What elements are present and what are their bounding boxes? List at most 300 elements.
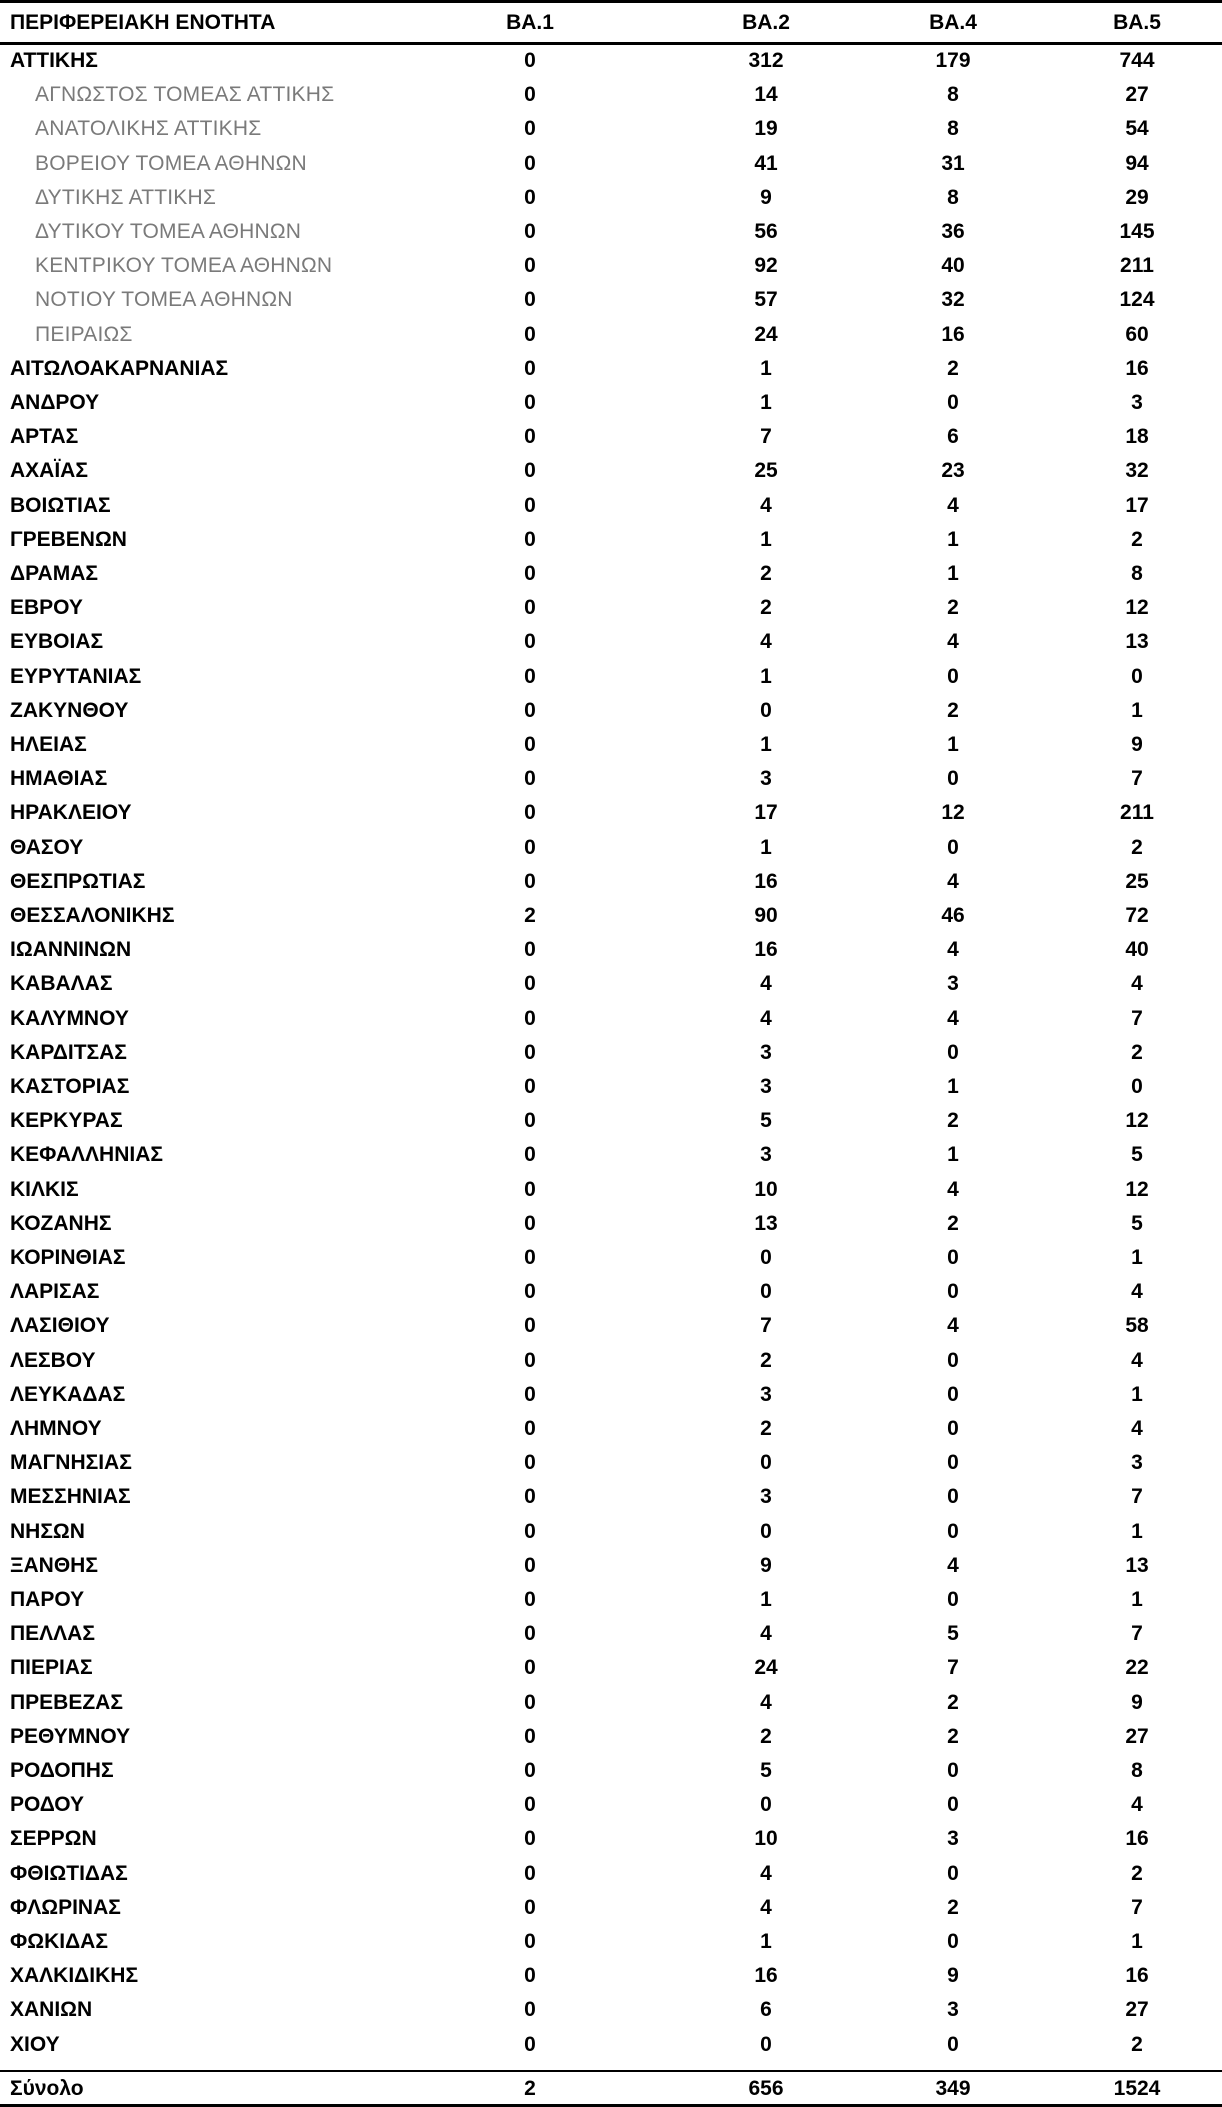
region-name: ΔΡΑΜΑΣ [10, 562, 98, 585]
value-col-4: 4 [1131, 1280, 1143, 1304]
header-col-3: ΒΑ.4 [929, 11, 977, 34]
value-col-1: 0 [524, 391, 536, 414]
value-col-3: 2 [947, 356, 959, 380]
region-name: ΚΟΖΑΝΗΣ [10, 1211, 112, 1235]
header-col-4: ΒΑ.5 [1113, 11, 1161, 34]
value-col-1: 0 [524, 1724, 536, 1748]
value-col-1: 0 [524, 1519, 536, 1543]
value-col-2: 7 [760, 1314, 772, 1338]
value-col-1: 0 [524, 1485, 536, 1509]
value-col-4: 4 [1131, 1417, 1143, 1440]
region-name: ΑΝΔΡΟΥ [10, 391, 100, 414]
region-name: ΕΒΡΟΥ [10, 596, 83, 620]
value-col-2: 4 [760, 1861, 772, 1885]
header-region: ΠΕΡΙΦΕΡΕΙΑΚΗ ΕΝΟΤΗΤΑ [10, 11, 276, 34]
value-col-2: 1 [760, 835, 772, 859]
value-col-1: 0 [524, 1075, 536, 1098]
table-row [0, 1378, 1222, 1412]
value-col-4: 8 [1131, 562, 1143, 585]
value-col-2: 1 [760, 391, 772, 414]
value-col-3: 1 [947, 1075, 959, 1098]
value-col-4: 211 [1120, 254, 1154, 278]
table-row [0, 420, 1222, 454]
value-col-4: 5 [1131, 1143, 1143, 1167]
region-name: ΝΟΤΙΟΥ ΤΟΜΕΑ ΑΘΗΝΩΝ [35, 288, 293, 312]
value-col-2: 2 [760, 596, 772, 620]
value-col-1: 0 [524, 288, 536, 312]
value-col-4: 2 [1131, 835, 1143, 859]
table-row [0, 1002, 1222, 1036]
value-col-3: 6 [947, 425, 959, 449]
value-col-3: 8 [947, 117, 959, 141]
value-col-2: 1 [760, 527, 772, 551]
value-col-1: 0 [524, 1280, 536, 1304]
value-col-3: 12 [941, 801, 965, 825]
value-col-2: 1 [760, 356, 772, 380]
value-col-2: 2 [760, 562, 772, 585]
value-col-4: 0 [1131, 664, 1143, 688]
value-col-2: 1 [760, 733, 772, 756]
value-col-2: 17 [754, 801, 778, 825]
value-col-3: 0 [947, 1246, 959, 1269]
value-col-4: 18 [1125, 425, 1149, 449]
value-col-2: 3 [760, 1143, 772, 1167]
value-col-3: 8 [947, 83, 959, 107]
table-row [0, 2028, 1222, 2062]
table-row [0, 967, 1222, 1001]
value-col-1: 0 [524, 1793, 536, 1817]
region-name: ΚΙΛΚΙΣ [10, 1177, 79, 1201]
value-col-4: 4 [1131, 1348, 1143, 1372]
value-col-3: 2 [947, 596, 959, 620]
region-name: ΚΕΦΑΛΛΗΝΙΑΣ [10, 1143, 163, 1167]
value-col-1: 0 [524, 1006, 536, 1030]
region-name: ΑΝΑΤΟΛΙΚΗΣ ΑΤΤΙΚΗΣ [35, 117, 262, 141]
value-col-1: 0 [524, 151, 536, 175]
value-col-4: 145 [1119, 220, 1155, 243]
table-row [0, 78, 1222, 112]
value-col-4: 1 [1131, 1588, 1143, 1611]
value-col-2: 25 [754, 459, 778, 483]
region-name: ΦΛΩΡΙΝΑΣ [10, 1895, 121, 1919]
value-col-3: 4 [947, 630, 959, 654]
region-name: ΖΑΚΥΝΘΟΥ [10, 698, 129, 722]
table-row [0, 557, 1222, 591]
value-col-1: 0 [524, 596, 536, 620]
value-col-4: 22 [1125, 1656, 1149, 1680]
value-col-1: 0 [524, 117, 536, 141]
value-col-3: 16 [941, 322, 965, 346]
value-col-3: 7 [947, 1656, 959, 1680]
value-col-1: 0 [524, 527, 536, 551]
value-col-4: 72 [1125, 904, 1149, 927]
region-name: ΘΑΣΟΥ [10, 835, 84, 859]
region-name: ΛΑΣΙΘΙΟΥ [10, 1314, 110, 1338]
value-col-2: 10 [754, 1827, 778, 1851]
region-name: ΚΑΒΑΛΑΣ [10, 972, 113, 996]
value-col-1: 0 [524, 185, 536, 209]
value-col-1: 0 [524, 1690, 536, 1714]
value-col-1: 0 [524, 1588, 536, 1611]
value-col-1: 0 [524, 1246, 536, 1269]
value-col-4: 16 [1125, 1964, 1149, 1988]
table-row [0, 1138, 1222, 1172]
table-row [0, 1412, 1222, 1446]
region-name: ΛΕΣΒΟΥ [10, 1348, 96, 1372]
region-name: ΝΗΣΩΝ [10, 1519, 85, 1543]
value-col-3: 9 [947, 1964, 959, 1988]
value-col-3: 4 [947, 938, 959, 962]
table-row [0, 1309, 1222, 1343]
value-col-3: 0 [947, 664, 959, 688]
value-col-1: 0 [524, 835, 536, 859]
region-name: ΕΥΒΟΙΑΣ [10, 630, 104, 654]
table-row [0, 694, 1222, 728]
value-col-2: 3 [760, 767, 772, 791]
region-name: ΠΕΙΡΑΙΩΣ [35, 322, 133, 346]
value-col-1: 0 [524, 356, 536, 380]
value-col-2: 3 [760, 1040, 772, 1064]
total-row [0, 2072, 1222, 2106]
table-row [0, 1480, 1222, 1514]
value-col-2: 16 [754, 1964, 778, 1988]
value-col-1: 0 [524, 1417, 536, 1440]
region-name: ΦΘΙΩΤΙΔΑΣ [10, 1861, 128, 1885]
value-col-4: 2 [1131, 527, 1143, 551]
value-col-4: 1 [1131, 698, 1143, 722]
value-col-1: 0 [524, 1998, 536, 2022]
value-col-2: 4 [760, 493, 772, 517]
value-col-3: 0 [947, 1519, 959, 1543]
value-col-3: 2 [947, 1690, 959, 1714]
region-name: ΔΥΤΙΚΟΥ ΤΟΜΕΑ ΑΘΗΝΩΝ [35, 220, 302, 243]
region-name: ΛΗΜΝΟΥ [10, 1417, 102, 1440]
value-col-4: 2 [1131, 2032, 1143, 2056]
value-col-3: 40 [941, 254, 965, 278]
value-col-1: 0 [524, 938, 536, 962]
value-col-3: 2 [947, 1211, 959, 1235]
region-name: ΠΑΡΟΥ [10, 1588, 85, 1611]
value-col-3: 4 [947, 869, 959, 893]
table-row [0, 1651, 1222, 1685]
value-col-3: 46 [941, 904, 965, 927]
value-col-1: 0 [524, 698, 536, 722]
value-col-1: 0 [524, 83, 536, 107]
value-col-4: 4 [1131, 1793, 1143, 1817]
value-col-2: 0 [760, 1451, 772, 1475]
value-col-3: 8 [947, 185, 959, 209]
value-col-3: 0 [947, 1793, 959, 1817]
value-col-1: 0 [524, 972, 536, 996]
value-col-2: 1 [760, 1588, 772, 1611]
value-col-4: 5 [1131, 1211, 1143, 1235]
total-col-3: 349 [935, 2077, 971, 2100]
value-col-1: 0 [524, 1314, 536, 1338]
header-col-2: ΒΑ.2 [742, 11, 790, 34]
value-col-1: 0 [524, 493, 536, 517]
value-col-2: 92 [754, 254, 778, 278]
value-col-2: 1 [760, 1930, 772, 1953]
value-col-1: 0 [524, 1348, 536, 1372]
value-col-2: 7 [760, 425, 772, 449]
value-col-3: 3 [947, 1827, 959, 1851]
value-col-2: 19 [754, 117, 778, 141]
value-col-1: 0 [524, 1040, 536, 1064]
table-row [0, 1036, 1222, 1070]
value-col-3: 0 [947, 1588, 959, 1611]
value-col-3: 0 [947, 1040, 959, 1064]
value-col-2: 312 [748, 49, 784, 72]
table-row [0, 1925, 1222, 1959]
total-label: Σύνολο [10, 2077, 84, 2100]
table-row [0, 1583, 1222, 1617]
value-col-4: 3 [1131, 1451, 1143, 1475]
value-col-1: 0 [524, 1964, 536, 1988]
value-col-3: 2 [947, 1895, 959, 1919]
value-col-2: 1 [760, 664, 772, 688]
value-col-4: 211 [1120, 801, 1154, 825]
value-col-2: 10 [754, 1177, 778, 1201]
value-col-4: 13 [1125, 1553, 1149, 1577]
value-col-2: 4 [760, 1006, 772, 1030]
value-col-3: 4 [947, 1177, 959, 1201]
value-col-4: 7 [1131, 1895, 1143, 1919]
value-col-2: 4 [760, 972, 772, 996]
table-row [0, 591, 1222, 625]
region-name: ΚΑΛΥΜΝΟΥ [10, 1006, 129, 1030]
value-col-3: 0 [947, 1759, 959, 1782]
value-col-2: 0 [760, 1793, 772, 1817]
value-col-4: 12 [1125, 1109, 1149, 1133]
value-col-2: 2 [760, 1417, 772, 1440]
value-col-1: 0 [524, 2032, 536, 2056]
table-row [0, 181, 1222, 215]
region-name: ΠΙΕΡΙΑΣ [10, 1656, 93, 1680]
table-row [0, 318, 1222, 352]
value-col-3: 32 [941, 288, 965, 312]
region-name: ΧΙΟΥ [10, 2032, 60, 2056]
value-col-3: 0 [947, 1930, 959, 1953]
region-name: ΑΓΝΩΣΤΟΣ ΤΟΜΕΑΣ ΑΤΤΙΚΗΣ [35, 83, 335, 107]
value-col-1: 0 [524, 1622, 536, 1646]
value-col-2: 90 [754, 904, 778, 927]
table-row [0, 386, 1222, 420]
value-col-4: 17 [1125, 493, 1149, 517]
table-row [0, 1241, 1222, 1275]
value-col-4: 7 [1131, 767, 1143, 791]
value-col-2: 0 [760, 1280, 772, 1304]
value-col-3: 0 [947, 391, 959, 414]
table-row [0, 1857, 1222, 1891]
value-col-1: 0 [524, 1382, 536, 1406]
value-col-2: 24 [754, 322, 778, 346]
value-col-3: 4 [947, 1314, 959, 1338]
table-row [0, 728, 1222, 762]
value-col-4: 13 [1125, 630, 1149, 654]
table-row [0, 1515, 1222, 1549]
region-name: ΡΕΘΥΜΝΟΥ [10, 1724, 131, 1748]
value-col-3: 2 [947, 1724, 959, 1748]
value-col-2: 16 [754, 938, 778, 962]
value-col-1: 2 [524, 904, 536, 927]
region-name: ΒΟΡΕΙΟΥ ΤΟΜΕΑ ΑΘΗΝΩΝ [35, 151, 307, 175]
value-col-4: 16 [1125, 1827, 1149, 1851]
table-row [0, 865, 1222, 899]
value-col-1: 0 [524, 869, 536, 893]
table-row [0, 796, 1222, 830]
value-col-2: 4 [760, 630, 772, 654]
region-name: ΔΥΤΙΚΗΣ ΑΤΤΙΚΗΣ [35, 185, 217, 209]
value-col-4: 40 [1125, 938, 1149, 962]
value-col-2: 2 [760, 1348, 772, 1372]
value-col-4: 58 [1125, 1314, 1149, 1338]
value-col-2: 56 [754, 220, 778, 243]
value-col-1: 0 [524, 1827, 536, 1851]
value-col-2: 9 [760, 185, 772, 209]
value-col-4: 1 [1131, 1519, 1143, 1543]
region-name: ΞΑΝΘΗΣ [10, 1553, 98, 1577]
value-col-4: 1 [1131, 1382, 1143, 1406]
region-name: ΣΕΡΡΩΝ [10, 1827, 97, 1851]
value-col-4: 0 [1131, 1075, 1143, 1098]
value-col-2: 6 [760, 1998, 772, 2022]
value-col-3: 0 [947, 2032, 959, 2056]
region-name: ΑΡΤΑΣ [10, 425, 79, 449]
table-row [0, 933, 1222, 967]
table-row [0, 112, 1222, 146]
region-name: ΑΧΑΪΑΣ [10, 459, 88, 483]
value-col-3: 1 [947, 527, 959, 551]
value-col-4: 27 [1125, 1998, 1149, 2022]
table-header [0, 6, 1222, 40]
region-name: ΑΤΤΙΚΗΣ [10, 49, 98, 72]
table-row [0, 660, 1222, 694]
value-col-1: 0 [524, 1895, 536, 1919]
region-name: ΕΥΡΥΤΑΝΙΑΣ [10, 664, 142, 688]
region-name: ΠΡΕΒΕΖΑΣ [10, 1690, 123, 1714]
value-col-4: 7 [1131, 1485, 1143, 1509]
table-row [0, 1617, 1222, 1651]
value-col-1: 0 [524, 1451, 536, 1475]
value-col-3: 2 [947, 698, 959, 722]
region-name: ΠΕΛΛΑΣ [10, 1622, 95, 1646]
value-col-4: 1 [1131, 1246, 1143, 1269]
value-col-3: 23 [941, 459, 965, 483]
region-name: ΧΑΝΙΩΝ [10, 1998, 93, 2022]
value-col-2: 41 [754, 151, 778, 175]
header-col-1: ΒΑ.1 [506, 11, 554, 34]
table-row [0, 1446, 1222, 1480]
value-col-1: 0 [524, 733, 536, 756]
value-col-1: 0 [524, 1177, 536, 1201]
value-col-2: 0 [760, 2032, 772, 2056]
value-col-2: 0 [760, 1519, 772, 1543]
value-col-1: 0 [524, 322, 536, 346]
region-name: ΗΜΑΘΙΑΣ [10, 767, 108, 791]
value-col-4: 8 [1131, 1759, 1143, 1782]
value-col-2: 2 [760, 1724, 772, 1748]
value-col-3: 0 [947, 1485, 959, 1509]
table-row [0, 1788, 1222, 1822]
value-col-3: 4 [947, 1553, 959, 1577]
value-col-1: 0 [524, 1109, 536, 1133]
value-col-3: 5 [947, 1622, 959, 1646]
value-col-2: 5 [760, 1109, 772, 1133]
table-row [0, 44, 1222, 78]
value-col-4: 27 [1125, 83, 1149, 107]
table-row [0, 1070, 1222, 1104]
value-col-3: 1 [947, 1143, 959, 1167]
value-col-3: 0 [947, 1382, 959, 1406]
value-col-3: 0 [947, 1451, 959, 1475]
region-name: ΜΕΣΣΗΝΙΑΣ [10, 1485, 131, 1509]
value-col-3: 2 [947, 1109, 959, 1133]
value-col-3: 0 [947, 835, 959, 859]
region-name: ΦΩΚΙΔΑΣ [10, 1930, 108, 1953]
value-col-2: 3 [760, 1485, 772, 1509]
value-col-4: 7 [1131, 1006, 1143, 1030]
value-col-2: 24 [754, 1656, 778, 1680]
value-col-1: 0 [524, 562, 536, 585]
value-col-4: 3 [1131, 391, 1143, 414]
value-col-1: 0 [524, 425, 536, 449]
value-col-3: 0 [947, 1417, 959, 1440]
value-col-3: 3 [947, 1998, 959, 2022]
value-col-2: 0 [760, 698, 772, 722]
table-row [0, 899, 1222, 933]
value-col-4: 9 [1131, 1690, 1143, 1714]
value-col-2: 13 [754, 1211, 778, 1235]
value-col-3: 0 [947, 1348, 959, 1372]
region-name: ΛΕΥΚΑΔΑΣ [10, 1382, 126, 1406]
value-col-4: 2 [1131, 1040, 1143, 1064]
value-col-4: 12 [1125, 1177, 1149, 1201]
table-row [0, 147, 1222, 181]
table-row [0, 1822, 1222, 1856]
value-col-2: 4 [760, 1895, 772, 1919]
value-col-3: 31 [941, 151, 965, 175]
value-col-1: 0 [524, 1759, 536, 1782]
region-name: ΡΟΔΟΥ [10, 1793, 85, 1817]
table-row [0, 831, 1222, 865]
table-row [0, 625, 1222, 659]
table-row [0, 1754, 1222, 1788]
table-row [0, 762, 1222, 796]
region-name: ΒΟΙΩΤΙΑΣ [10, 493, 111, 517]
value-col-3: 36 [941, 220, 965, 243]
value-col-2: 3 [760, 1075, 772, 1098]
value-col-1: 0 [524, 459, 536, 483]
value-col-2: 5 [760, 1759, 772, 1782]
value-col-4: 16 [1125, 356, 1149, 380]
value-col-3: 179 [935, 49, 971, 72]
value-col-1: 0 [524, 801, 536, 825]
value-col-1: 0 [524, 767, 536, 791]
value-col-4: 32 [1125, 459, 1149, 483]
value-col-3: 0 [947, 767, 959, 791]
value-col-4: 25 [1125, 869, 1149, 893]
region-name: ΘΕΣΣΑΛΟΝΙΚΗΣ [10, 904, 175, 927]
table-row [0, 1207, 1222, 1241]
region-name: ΚΑΡΔΙΤΣΑΣ [10, 1040, 127, 1064]
value-col-3: 1 [947, 733, 959, 756]
value-col-4: 29 [1125, 185, 1149, 209]
value-col-3: 0 [947, 1861, 959, 1885]
total-col-2: 656 [748, 2077, 784, 2100]
region-name: ΓΡΕΒΕΝΩΝ [10, 527, 127, 551]
value-col-3: 4 [947, 1006, 959, 1030]
value-col-2: 14 [754, 83, 778, 107]
